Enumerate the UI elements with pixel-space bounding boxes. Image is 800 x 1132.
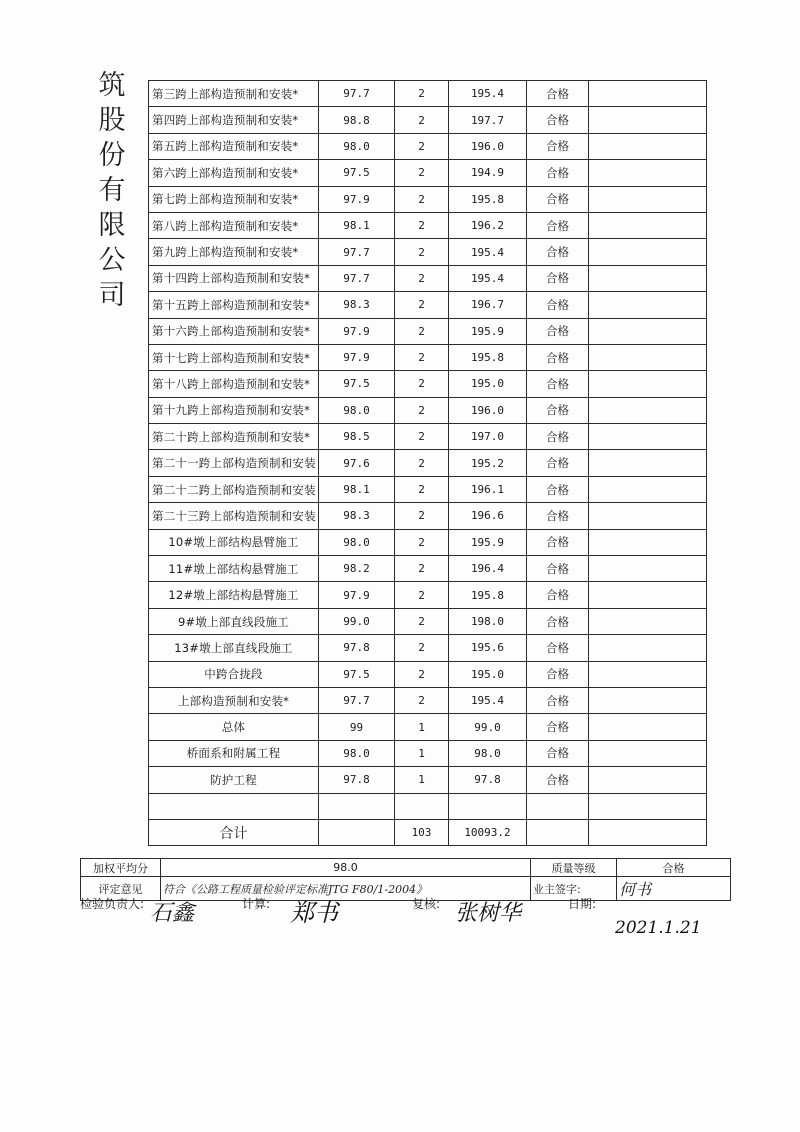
item-name-cell: 中跨合拢段 <box>149 661 319 687</box>
score-cell: 97.9 <box>319 186 395 212</box>
opinion-label: 评定意见 <box>81 877 161 901</box>
item-name-cell: 第二十二跨上部构造预制和安装 <box>149 476 319 502</box>
result-cell: 合格 <box>527 212 589 238</box>
score-cell: 97.5 <box>319 661 395 687</box>
table-row <box>149 371 707 397</box>
result-cell: 合格 <box>527 661 589 687</box>
table-row <box>149 556 707 582</box>
result-cell: 合格 <box>527 186 589 212</box>
weighted-score-cell: 99.0 <box>449 714 527 740</box>
remark-cell <box>589 81 707 107</box>
result-cell: 合格 <box>527 397 589 423</box>
table-row <box>149 767 707 793</box>
review-label: 复核: <box>412 897 441 911</box>
remark-cell <box>589 186 707 212</box>
weight-cell <box>395 793 449 819</box>
remark-cell <box>589 687 707 713</box>
weighted-score-cell: 195.0 <box>449 661 527 687</box>
item-name-cell: 9#墩上部直线段施工 <box>149 608 319 634</box>
remark-cell <box>589 503 707 529</box>
weighted-score-cell: 97.8 <box>449 767 527 793</box>
table-row <box>149 292 707 318</box>
result-cell: 合格 <box>527 239 589 265</box>
weighted-score-cell: 98.0 <box>449 740 527 766</box>
weighted-score-cell: 196.1 <box>449 476 527 502</box>
table-row <box>149 160 707 186</box>
item-name-cell: 第二十一跨上部构造预制和安装 <box>149 450 319 476</box>
table-row <box>149 212 707 238</box>
total-weight-cell: 103 <box>395 819 449 845</box>
table-row <box>149 424 707 450</box>
item-name-cell: 12#墩上部结构悬臂施工 <box>149 582 319 608</box>
review-signature: 张树华 <box>455 901 522 926</box>
weighted-score-cell: 194.9 <box>449 160 527 186</box>
grade-label: 质量等级 <box>531 859 617 877</box>
remark-cell <box>589 344 707 370</box>
weighted-score-cell: 195.8 <box>449 344 527 370</box>
weight-cell: 2 <box>395 529 449 555</box>
weight-cell: 2 <box>395 344 449 370</box>
weight-cell: 2 <box>395 318 449 344</box>
table-row <box>149 740 707 766</box>
score-cell: 97.7 <box>319 265 395 291</box>
weighted-score-cell: 195.8 <box>449 582 527 608</box>
result-cell: 合格 <box>527 133 589 159</box>
remark-cell <box>589 318 707 344</box>
weighted-score-cell: 195.4 <box>449 265 527 291</box>
weighted-score-cell: 195.4 <box>449 687 527 713</box>
weighted-score-cell: 196.4 <box>449 556 527 582</box>
item-name-cell: 第四跨上部构造预制和安装* <box>149 107 319 133</box>
result-cell: 合格 <box>527 160 589 186</box>
result-cell: 合格 <box>527 556 589 582</box>
item-name-cell: 第三跨上部构造预制和安装* <box>149 81 319 107</box>
weighted-score-cell: 195.2 <box>449 450 527 476</box>
item-name-cell: 第十八跨上部构造预制和安装* <box>149 371 319 397</box>
company-name-vertical <box>92 68 132 313</box>
result-cell: 合格 <box>527 265 589 291</box>
side-char: 司 <box>98 280 126 311</box>
calc-signature: 郑书 <box>290 899 338 927</box>
inspector-signature: 石鑫 <box>150 901 195 926</box>
avg-value: 98.0 <box>161 859 531 877</box>
weight-cell: 2 <box>395 503 449 529</box>
table-row <box>149 529 707 555</box>
weight-cell: 2 <box>395 212 449 238</box>
weight-cell: 2 <box>395 292 449 318</box>
inspector-label: 检验负责人: <box>80 897 145 911</box>
weighted-score-cell: 197.0 <box>449 424 527 450</box>
remark-cell <box>589 212 707 238</box>
weighted-score-cell: 196.7 <box>449 292 527 318</box>
remark-cell <box>589 160 707 186</box>
score-cell: 98.1 <box>319 212 395 238</box>
remark-cell <box>589 265 707 291</box>
total-result-cell <box>527 819 589 845</box>
item-name-cell: 11#墩上部结构悬臂施工 <box>149 556 319 582</box>
remark-cell <box>589 371 707 397</box>
result-cell: 合格 <box>527 608 589 634</box>
table-row <box>149 503 707 529</box>
remark-cell <box>589 239 707 265</box>
table-row <box>149 397 707 423</box>
table-row <box>149 450 707 476</box>
score-cell: 98.8 <box>319 107 395 133</box>
weight-cell: 2 <box>395 450 449 476</box>
weight-cell: 1 <box>395 740 449 766</box>
score-cell: 97.7 <box>319 687 395 713</box>
owner-sign-label: 业主签字: <box>531 877 617 901</box>
table-row <box>149 582 707 608</box>
result-cell: 合格 <box>527 318 589 344</box>
side-char: 公 <box>98 245 126 276</box>
remark-cell <box>589 133 707 159</box>
score-cell: 99.0 <box>319 608 395 634</box>
total-weighted-cell: 10093.2 <box>449 819 527 845</box>
quality-evaluation-table <box>148 80 707 846</box>
score-cell: 97.9 <box>319 318 395 344</box>
remark-cell <box>589 450 707 476</box>
score-cell: 98.2 <box>319 556 395 582</box>
result-cell: 合格 <box>527 450 589 476</box>
table-row <box>149 81 707 107</box>
table-row <box>149 714 707 740</box>
score-cell: 97.5 <box>319 160 395 186</box>
weighted-score-cell: 196.0 <box>449 397 527 423</box>
result-cell: 合格 <box>527 767 589 793</box>
date-handwritten: 2021.1.21 <box>615 918 702 938</box>
result-cell <box>527 793 589 819</box>
weight-cell: 2 <box>395 133 449 159</box>
total-score-cell <box>319 819 395 845</box>
remark-cell <box>589 292 707 318</box>
weighted-score-cell: 196.0 <box>449 133 527 159</box>
table-row <box>149 133 707 159</box>
result-cell: 合格 <box>527 107 589 133</box>
remark-cell <box>589 476 707 502</box>
weight-cell: 2 <box>395 265 449 291</box>
score-cell: 98.3 <box>319 503 395 529</box>
weighted-score-cell: 195.8 <box>449 186 527 212</box>
table-row <box>149 318 707 344</box>
remark-cell <box>589 635 707 661</box>
side-char: 份 <box>98 140 126 171</box>
grade-value: 合格 <box>617 859 731 877</box>
result-cell: 合格 <box>527 476 589 502</box>
remark-cell <box>589 767 707 793</box>
weight-cell: 2 <box>395 556 449 582</box>
item-name-cell: 第九跨上部构造预制和安装* <box>149 239 319 265</box>
weight-cell: 2 <box>395 476 449 502</box>
item-name-cell: 10#墩上部结构悬臂施工 <box>149 529 319 555</box>
side-char: 股 <box>98 105 126 136</box>
weighted-score-cell: 195.9 <box>449 318 527 344</box>
item-name-cell: 第十七跨上部构造预制和安装* <box>149 344 319 370</box>
table-row <box>149 687 707 713</box>
weight-cell: 2 <box>395 397 449 423</box>
weight-cell: 2 <box>395 582 449 608</box>
weighted-score-cell: 195.4 <box>449 239 527 265</box>
weight-cell: 2 <box>395 81 449 107</box>
weight-cell: 2 <box>395 687 449 713</box>
item-name-cell: 第十九跨上部构造预制和安装* <box>149 397 319 423</box>
result-cell: 合格 <box>527 714 589 740</box>
score-cell: 98.0 <box>319 529 395 555</box>
score-cell: 97.9 <box>319 344 395 370</box>
item-name-cell: 第六跨上部构造预制和安装* <box>149 160 319 186</box>
item-name-cell <box>149 793 319 819</box>
weighted-score-cell: 198.0 <box>449 608 527 634</box>
side-char: 有 <box>98 175 126 206</box>
score-cell: 98.0 <box>319 397 395 423</box>
result-cell: 合格 <box>527 503 589 529</box>
weighted-score-cell <box>449 793 527 819</box>
score-cell: 98.0 <box>319 740 395 766</box>
total-label-cell: 合计 <box>149 819 319 845</box>
item-name-cell: 桥面系和附属工程 <box>149 740 319 766</box>
total-row <box>149 819 707 845</box>
score-cell <box>319 793 395 819</box>
owner-signature: 何书 <box>617 877 731 901</box>
table-row <box>149 661 707 687</box>
result-cell: 合格 <box>527 529 589 555</box>
remark-cell <box>589 424 707 450</box>
weighted-score-cell: 196.6 <box>449 503 527 529</box>
score-cell: 97.5 <box>319 371 395 397</box>
weight-cell: 2 <box>395 424 449 450</box>
result-cell: 合格 <box>527 344 589 370</box>
remark-cell <box>589 582 707 608</box>
score-cell: 98.1 <box>319 476 395 502</box>
item-name-cell: 第八跨上部构造预制和安装* <box>149 212 319 238</box>
result-cell: 合格 <box>527 292 589 318</box>
weight-cell: 2 <box>395 160 449 186</box>
weight-cell: 1 <box>395 714 449 740</box>
table-row <box>149 793 707 819</box>
table-row <box>149 608 707 634</box>
remark-cell <box>589 529 707 555</box>
weight-cell: 2 <box>395 186 449 212</box>
remark-cell <box>589 556 707 582</box>
result-cell: 合格 <box>527 687 589 713</box>
item-name-cell: 第十六跨上部构造预制和安装* <box>149 318 319 344</box>
remark-cell <box>589 714 707 740</box>
item-name-cell: 总体 <box>149 714 319 740</box>
evaluation-footer <box>80 858 731 901</box>
weighted-score-cell: 195.0 <box>449 371 527 397</box>
remark-cell <box>589 793 707 819</box>
item-name-cell: 第五跨上部构造预制和安装* <box>149 133 319 159</box>
remark-cell <box>589 608 707 634</box>
item-name-cell: 上部构造预制和安装* <box>149 687 319 713</box>
score-cell: 98.5 <box>319 424 395 450</box>
table-row <box>149 265 707 291</box>
item-name-cell: 第十四跨上部构造预制和安装* <box>149 265 319 291</box>
result-cell: 合格 <box>527 424 589 450</box>
item-name-cell: 13#墩上部直线段施工 <box>149 635 319 661</box>
table-row <box>149 239 707 265</box>
score-cell: 97.6 <box>319 450 395 476</box>
score-cell: 97.7 <box>319 239 395 265</box>
score-cell: 97.7 <box>319 81 395 107</box>
total-remark-cell <box>589 819 707 845</box>
item-name-cell: 防护工程 <box>149 767 319 793</box>
item-name-cell: 第七跨上部构造预制和安装* <box>149 186 319 212</box>
item-name-cell: 第二十跨上部构造预制和安装* <box>149 424 319 450</box>
remark-cell <box>589 661 707 687</box>
weighted-score-cell: 195.6 <box>449 635 527 661</box>
weight-cell: 2 <box>395 608 449 634</box>
score-cell: 98.0 <box>319 133 395 159</box>
item-name-cell: 第十五跨上部构造预制和安装* <box>149 292 319 318</box>
remark-cell <box>589 107 707 133</box>
table-row <box>149 344 707 370</box>
weighted-score-cell: 197.7 <box>449 107 527 133</box>
weight-cell: 2 <box>395 661 449 687</box>
weighted-score-cell: 195.9 <box>449 529 527 555</box>
result-cell: 合格 <box>527 635 589 661</box>
calc-label: 计算: <box>242 897 271 911</box>
opinion-value: 符合《公路工程质量检验评定标准JTG F80/1-2004》 <box>161 877 531 901</box>
result-cell: 合格 <box>527 371 589 397</box>
result-cell: 合格 <box>527 740 589 766</box>
remark-cell <box>589 740 707 766</box>
weight-cell: 2 <box>395 371 449 397</box>
result-cell: 合格 <box>527 582 589 608</box>
remark-cell <box>589 397 707 423</box>
table-row <box>149 107 707 133</box>
score-cell: 97.8 <box>319 635 395 661</box>
date-label: 日期: <box>568 897 597 911</box>
weight-cell: 2 <box>395 635 449 661</box>
weight-cell: 2 <box>395 107 449 133</box>
side-char: 筑 <box>98 70 126 101</box>
score-cell: 98.3 <box>319 292 395 318</box>
side-char: 限 <box>98 210 126 241</box>
score-cell: 97.8 <box>319 767 395 793</box>
result-cell: 合格 <box>527 81 589 107</box>
weight-cell: 1 <box>395 767 449 793</box>
score-cell: 97.9 <box>319 582 395 608</box>
avg-label: 加权平均分 <box>81 859 161 877</box>
weight-cell: 2 <box>395 239 449 265</box>
table-row <box>149 476 707 502</box>
table-row <box>149 635 707 661</box>
item-name-cell: 第二十三跨上部构造预制和安装 <box>149 503 319 529</box>
weighted-score-cell: 196.2 <box>449 212 527 238</box>
weighted-score-cell: 195.4 <box>449 81 527 107</box>
score-cell: 99 <box>319 714 395 740</box>
table-row <box>149 186 707 212</box>
